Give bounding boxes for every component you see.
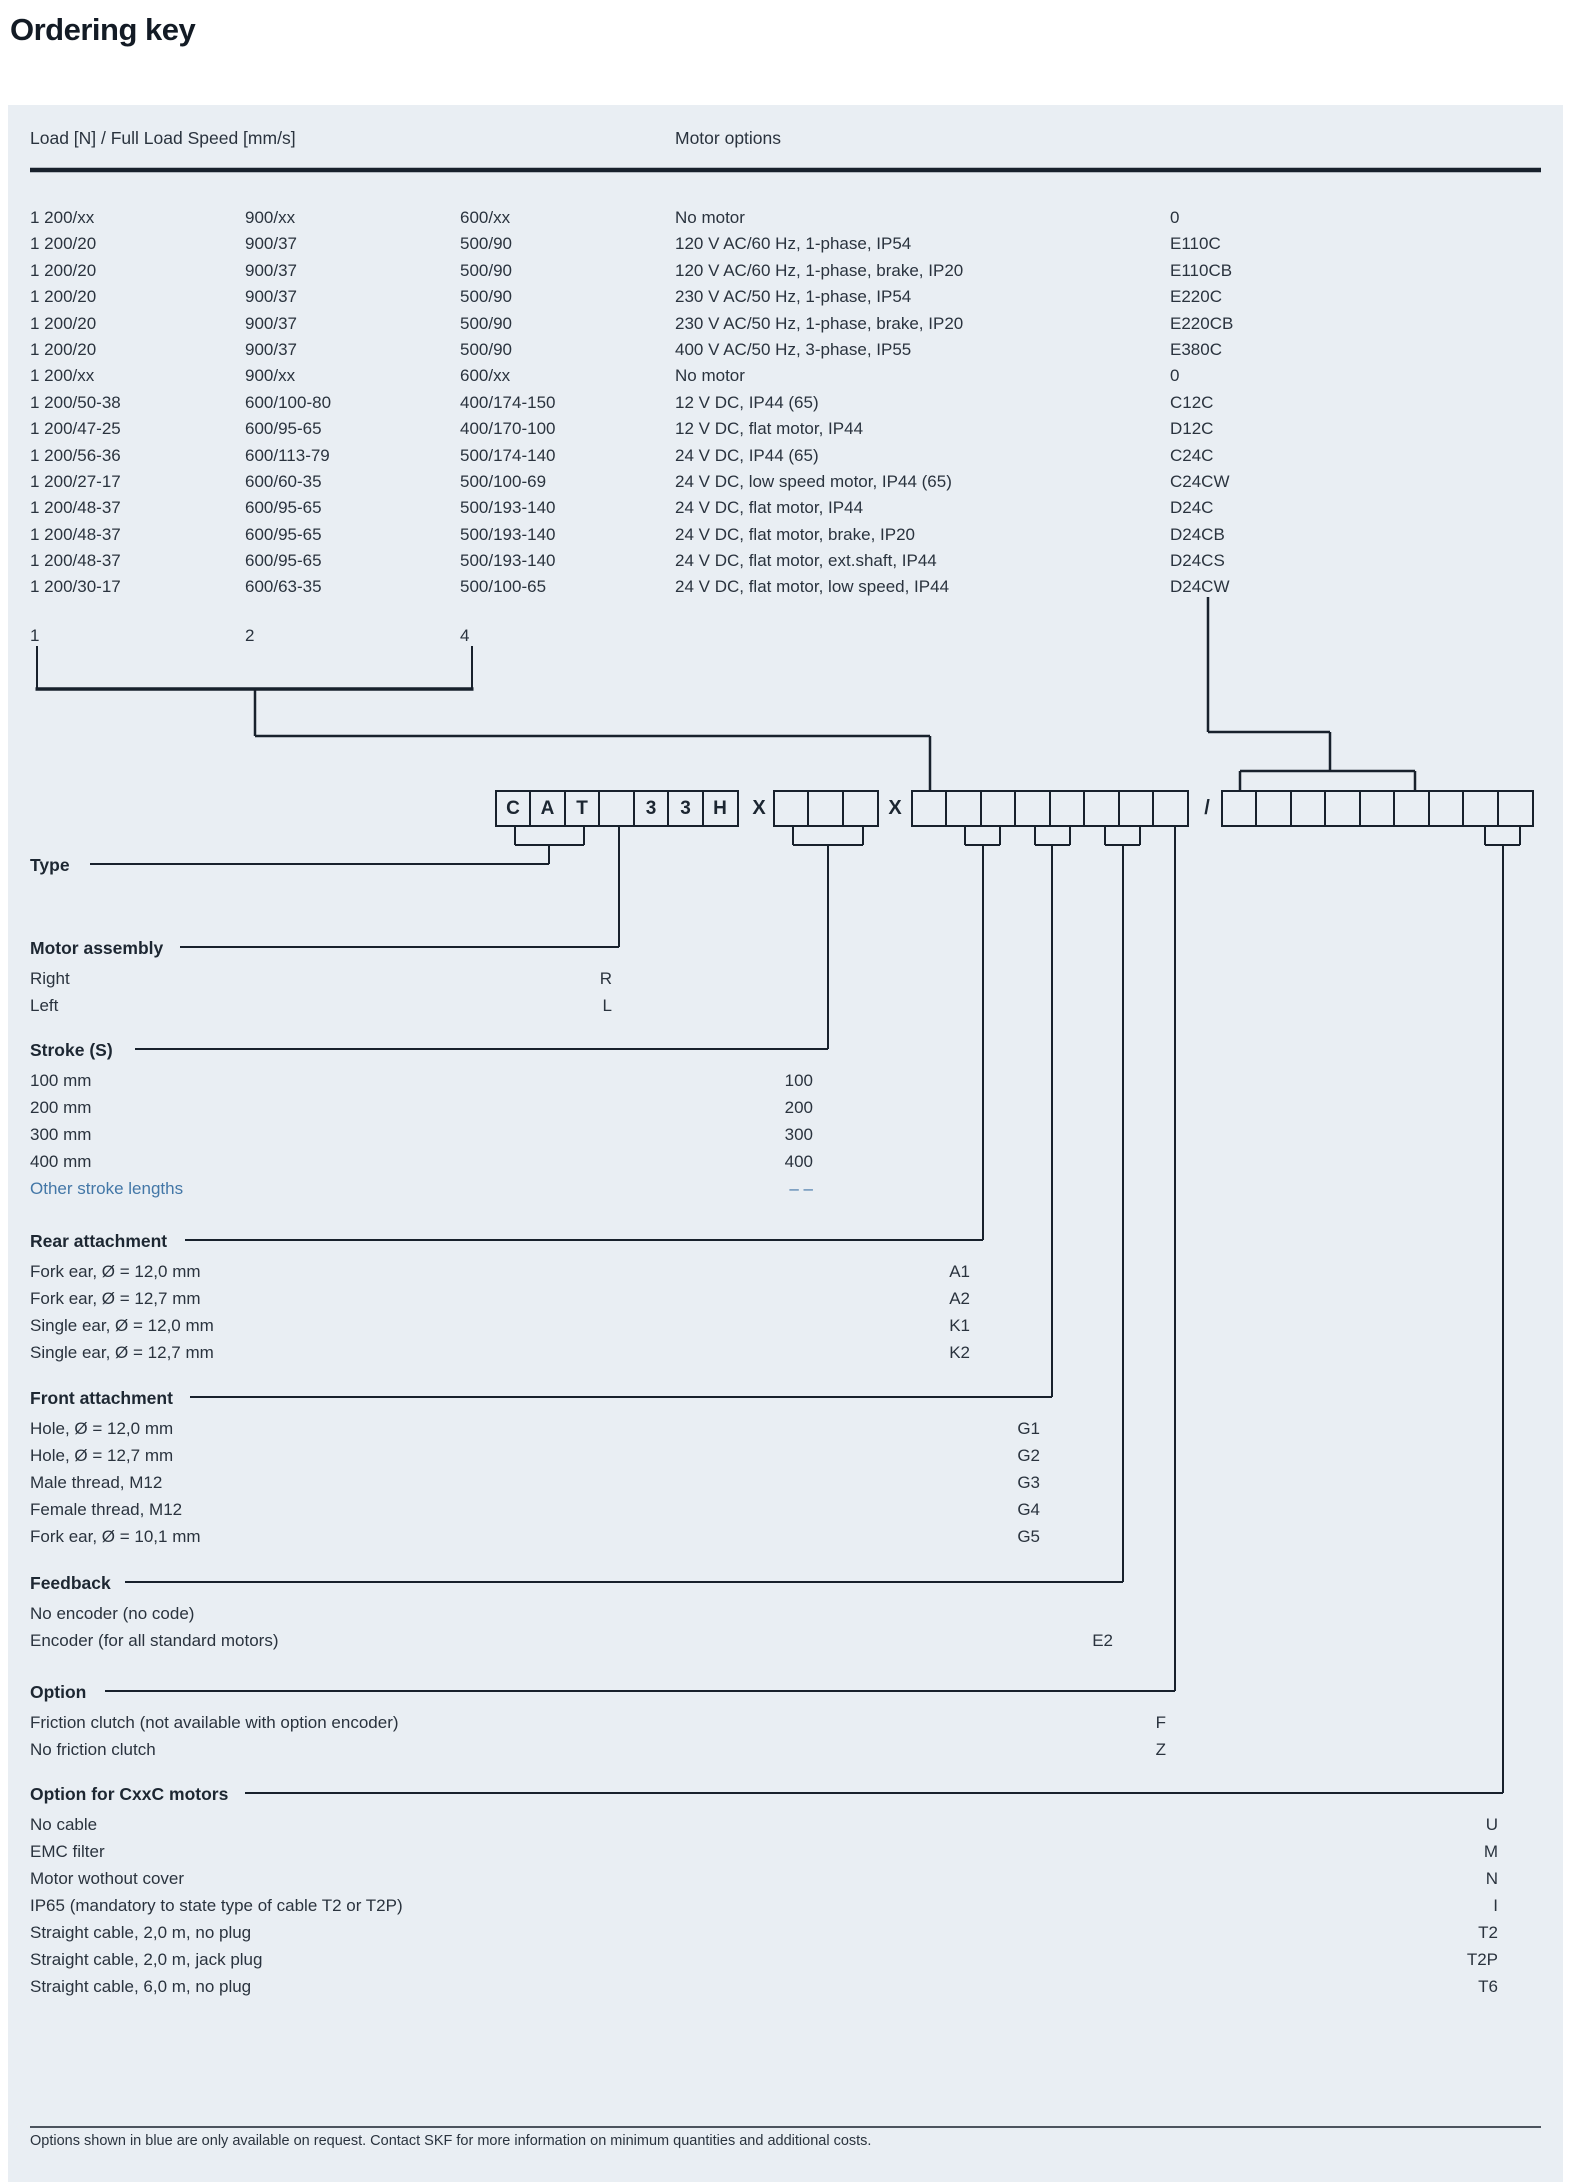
option-label: Fork ear, Ø = 10,1 mm	[30, 1527, 201, 1546]
load-col-3: 500/90	[460, 339, 512, 359]
load-col-2: 900/37	[245, 260, 297, 280]
motor-option-label: 24 V DC, IP44 (65)	[675, 445, 819, 465]
motor-option-code: E380C	[1170, 339, 1222, 359]
option-row	[30, 1094, 1545, 1121]
option-code: N	[1485, 1869, 1498, 1888]
load-col-2: 600/95-65	[245, 551, 322, 571]
section-front-attachment	[30, 1388, 1545, 1550]
motor-option-code: 0	[1170, 208, 1180, 227]
section-cxxc-options	[30, 1784, 1545, 2000]
option-code: E2	[1092, 1631, 1113, 1650]
motor-option-label: 400 V AC/50 Hz, 3-phase, IP55	[675, 339, 912, 359]
load-col-2: 900/37	[245, 234, 297, 254]
option-row	[30, 1919, 1545, 1946]
option-row	[30, 965, 1545, 992]
motor-options-header: Motor options	[675, 128, 782, 148]
feedback-options	[30, 1600, 1545, 1654]
option-code: 200	[784, 1098, 813, 1117]
option-code: F	[1155, 1713, 1166, 1732]
load-col-3: 500/193-140	[460, 498, 556, 518]
part-number-cell	[1221, 790, 1258, 827]
table-row	[30, 548, 1545, 574]
load-col-1: 1 200/20	[30, 287, 97, 307]
part-number-cell	[1255, 790, 1292, 827]
load-col-2: 900/37	[245, 287, 297, 307]
load-col-3: 500/193-140	[460, 551, 556, 571]
part-number-cell	[1118, 790, 1155, 827]
load-col-3: 500/100-69	[460, 471, 547, 491]
motor-option-label: 12 V DC, flat motor, IP44	[675, 419, 864, 439]
option-label: Fork ear, Ø = 12,0 mm	[30, 1262, 201, 1281]
load-speed-table	[30, 205, 1545, 601]
option-label: No encoder (no code)	[30, 1604, 195, 1623]
table-row	[30, 231, 1545, 257]
option-code: Z	[1155, 1740, 1166, 1759]
load-col-2: 600/95-65	[245, 498, 322, 518]
part-number-cell	[1497, 790, 1534, 827]
footer-note: Options shown in blue are only available on request. Contact SKF for more information on minimum quantities and additional costs.	[30, 2133, 872, 2149]
front-attachment-options	[30, 1415, 1545, 1550]
load-col-2: 600/100-80	[245, 392, 332, 412]
option-row	[30, 1258, 1545, 1285]
part-number-group-type	[497, 790, 739, 827]
rear-attachment-options	[30, 1258, 1545, 1366]
column-label-4: 4	[460, 626, 470, 645]
load-col-1: 1 200/30-17	[30, 577, 121, 597]
table-row	[30, 363, 1545, 389]
table-row	[30, 337, 1545, 363]
section-motor-assembly	[30, 938, 1545, 1019]
option-row	[30, 1600, 1545, 1627]
motor-option-code: D12C	[1170, 419, 1214, 439]
load-col-2: 600/60-35	[245, 471, 322, 491]
load-col-3: 600/xx	[460, 366, 511, 386]
option-label: IP65 (mandatory to state type of cable T2 or T2P)	[30, 1896, 403, 1915]
load-col-3: 400/174-150	[460, 392, 556, 412]
option-code: L	[602, 996, 612, 1015]
option-row	[30, 1442, 1545, 1469]
load-col-2: 600/113-79	[245, 445, 330, 465]
section-cxxc-heading: Option for CxxC motors	[30, 1784, 229, 1804]
load-col-1: 1 200/xx	[30, 208, 95, 227]
table-row	[30, 469, 1545, 495]
option-row	[30, 1312, 1545, 1339]
option-row	[30, 1415, 1545, 1442]
load-col-2: 900/37	[245, 313, 297, 333]
option-row	[30, 1285, 1545, 1312]
part-number-group-options	[913, 790, 1189, 827]
option-row	[30, 1973, 1545, 2000]
option-code: A1	[949, 1262, 970, 1281]
option-code: R	[599, 969, 612, 988]
option-row	[30, 1709, 1545, 1736]
part-number-group-stroke	[775, 790, 879, 827]
table-row	[30, 495, 1545, 521]
motor-option-code: 0	[1170, 366, 1180, 386]
option-code: G1	[1017, 1419, 1040, 1438]
column-label-1: 1	[30, 626, 40, 645]
part-number-cell: T	[564, 790, 601, 827]
load-col-1: 1 200/20	[30, 234, 97, 254]
table-row	[30, 205, 1545, 231]
part-number-cell	[1152, 790, 1189, 827]
part-number-cell	[1393, 790, 1430, 827]
table-row	[30, 443, 1545, 469]
option-label: 300 mm	[30, 1125, 92, 1144]
option-label: Male thread, M12	[30, 1473, 163, 1492]
option-label: No cable	[30, 1815, 98, 1834]
load-col-3: 500/90	[460, 287, 512, 307]
motor-option-label: 24 V DC, flat motor, ext.shaft, IP44	[675, 551, 937, 571]
motor-option-label: 230 V AC/50 Hz, 1-phase, IP54	[675, 287, 912, 307]
option-label: Single ear, Ø = 12,0 mm	[30, 1316, 214, 1335]
part-number-cell: 3	[667, 790, 704, 827]
section-option	[30, 1682, 1545, 1763]
option-code: T2	[1478, 1923, 1498, 1942]
option-code: G4	[1017, 1500, 1040, 1519]
section-feedback-heading: Feedback	[30, 1573, 111, 1593]
motor-option-label: No motor	[675, 208, 745, 227]
option-label: 100 mm	[30, 1071, 92, 1090]
option-label: Fork ear, Ø = 12,7 mm	[30, 1289, 201, 1308]
option-label: Motor wothout cover	[30, 1869, 185, 1888]
separator-slash: /	[1204, 797, 1210, 819]
option-row	[30, 1121, 1545, 1148]
section-feedback	[30, 1573, 1545, 1654]
option-row	[30, 992, 1545, 1019]
option-code: T6	[1478, 1977, 1498, 1996]
motor-option-label: 120 V AC/60 Hz, 1-phase, brake, IP20	[675, 260, 964, 280]
option-row	[30, 1627, 1545, 1654]
motor-option-code: C12C	[1170, 392, 1214, 412]
table-row	[30, 311, 1545, 337]
option-code: – –	[789, 1179, 813, 1198]
separator-x1: X	[752, 797, 766, 819]
load-col-3: 500/90	[460, 260, 512, 280]
motor-option-code: E110CB	[1170, 260, 1233, 280]
part-number-cell	[807, 790, 844, 827]
option-row	[30, 1811, 1545, 1838]
load-col-1: 1 200/20	[30, 260, 97, 280]
option-code: 300	[784, 1125, 813, 1144]
motor-option-code: E220CB	[1170, 313, 1234, 333]
load-col-3: 400/170-100	[460, 419, 556, 439]
cxxc-options	[30, 1811, 1545, 2000]
option-row	[30, 1469, 1545, 1496]
part-number-cell	[1359, 790, 1396, 827]
table-row	[30, 522, 1545, 548]
column-label-2: 2	[245, 626, 255, 645]
section-stroke-heading: Stroke (S)	[30, 1040, 113, 1060]
load-col-2: 600/95-65	[245, 419, 322, 439]
load-col-3: 500/90	[460, 313, 512, 333]
part-number-cell: 3	[633, 790, 670, 827]
section-type	[30, 855, 1545, 882]
load-col-3: 500/193-140	[460, 524, 556, 544]
motor-assembly-options	[30, 965, 1545, 1019]
option-code: 400	[784, 1152, 813, 1171]
option-label: Female thread, M12	[30, 1500, 183, 1519]
part-number-cell: A	[529, 790, 566, 827]
section-option-heading: Option	[30, 1682, 87, 1702]
load-col-1: 1 200/56-36	[30, 445, 121, 465]
option-label: Single ear, Ø = 12,7 mm	[30, 1343, 214, 1362]
motor-option-code: C24CW	[1170, 471, 1230, 491]
part-number-cell: C	[495, 790, 532, 827]
part-number-cell	[773, 790, 810, 827]
option-code: 100	[784, 1071, 813, 1090]
part-number-group-motor	[1223, 790, 1534, 827]
motor-option-label: 12 V DC, IP44 (65)	[675, 392, 819, 412]
motor-option-code: D24CS	[1170, 551, 1225, 571]
part-number-cell	[1083, 790, 1120, 827]
option-row	[30, 1496, 1545, 1523]
option-code: G3	[1017, 1473, 1040, 1492]
motor-option-label: No motor	[675, 366, 745, 386]
load-col-1: 1 200/50-38	[30, 392, 121, 412]
load-speed-header: Load [N] / Full Load Speed [mm/s]	[30, 128, 296, 148]
option-row	[30, 1067, 1545, 1094]
section-motor-assembly-heading: Motor assembly	[30, 938, 164, 958]
load-col-2: 900/xx	[245, 208, 296, 227]
load-col-2: 900/xx	[245, 366, 296, 386]
option-row	[30, 1523, 1545, 1550]
section-rear-attachment-heading: Rear attachment	[30, 1231, 168, 1251]
option-row	[30, 1946, 1545, 1973]
option-code: T2P	[1466, 1950, 1498, 1969]
part-number-cell	[842, 790, 879, 827]
load-col-3: 500/100-65	[460, 577, 547, 597]
motor-option-label: 120 V AC/60 Hz, 1-phase, IP54	[675, 234, 912, 254]
table-row	[30, 574, 1545, 600]
option-code: G2	[1017, 1446, 1040, 1465]
load-col-1: 1 200/48-37	[30, 524, 121, 544]
option-label: Straight cable, 2,0 m, no plug	[30, 1923, 252, 1942]
option-code: K2	[949, 1343, 970, 1362]
part-number-cell	[1014, 790, 1051, 827]
load-col-3: 500/90	[460, 234, 512, 254]
option-label: Encoder (for all standard motors)	[30, 1631, 279, 1650]
option-row	[30, 1736, 1545, 1763]
motor-option-label: 24 V DC, low speed motor, IP44 (65)	[675, 471, 952, 491]
load-col-1: 1 200/48-37	[30, 551, 121, 571]
load-col-1: 1 200/xx	[30, 366, 95, 386]
section-type-heading: Type	[30, 855, 70, 875]
option-code: A2	[949, 1289, 970, 1308]
part-number-cell	[598, 790, 635, 827]
motor-option-code: D24CB	[1170, 524, 1225, 544]
load-col-1: 1 200/48-37	[30, 498, 121, 518]
table-row	[30, 390, 1545, 416]
motor-option-label: 230 V AC/50 Hz, 1-phase, brake, IP20	[675, 313, 964, 333]
option-label: Hole, Ø = 12,7 mm	[30, 1446, 174, 1465]
section-front-attachment-heading: Front attachment	[30, 1388, 173, 1408]
load-col-2: 600/63-35	[245, 577, 322, 597]
option-code: I	[1493, 1896, 1498, 1915]
option-label: Other stroke lengths	[30, 1179, 184, 1198]
load-col-1: 1 200/47-25	[30, 419, 121, 439]
part-number-cell	[1462, 790, 1499, 827]
part-number-cell	[945, 790, 982, 827]
motor-option-label: 24 V DC, flat motor, low speed, IP44	[675, 577, 950, 597]
option-label: 400 mm	[30, 1152, 92, 1171]
load-col-2: 900/37	[245, 339, 297, 359]
load-col-1: 1 200/20	[30, 313, 97, 333]
motor-option-label: 24 V DC, flat motor, brake, IP20	[675, 524, 916, 544]
option-row	[30, 1892, 1545, 1919]
load-col-3: 600/xx	[460, 208, 511, 227]
table-row	[30, 258, 1545, 284]
option-code: U	[1485, 1815, 1498, 1834]
load-col-2: 600/95-65	[245, 524, 322, 544]
part-number-cell	[1049, 790, 1086, 827]
option-code: K1	[949, 1316, 970, 1335]
option-code: G5	[1017, 1527, 1040, 1546]
section-stroke	[30, 1040, 1545, 1202]
option-label: EMC filter	[30, 1842, 105, 1861]
option-label: Right	[30, 969, 70, 988]
option-label: No friction clutch	[30, 1740, 156, 1759]
option-row	[30, 1175, 1545, 1202]
motor-option-label: 24 V DC, flat motor, IP44	[675, 498, 864, 518]
part-number-cell	[1290, 790, 1327, 827]
option-options	[30, 1709, 1545, 1763]
option-label: 200 mm	[30, 1098, 92, 1117]
option-label: Straight cable, 2,0 m, jack plug	[30, 1950, 263, 1969]
load-col-1: 1 200/27-17	[30, 471, 121, 491]
option-row	[30, 1339, 1545, 1366]
option-label: Straight cable, 6,0 m, no plug	[30, 1977, 252, 1996]
option-row	[30, 1838, 1545, 1865]
option-code: M	[1483, 1842, 1498, 1861]
part-number-cell	[911, 790, 948, 827]
option-label: Left	[30, 996, 59, 1015]
table-row	[30, 284, 1545, 310]
option-row	[30, 1865, 1545, 1892]
load-col-3: 500/174-140	[460, 445, 556, 465]
option-label: Friction clutch (not available with option encoder)	[30, 1713, 399, 1732]
motor-option-code: E110C	[1170, 234, 1221, 254]
motor-option-code: D24CW	[1170, 577, 1230, 597]
motor-option-code: D24C	[1170, 498, 1214, 518]
part-number-cell	[1428, 790, 1465, 827]
section-rear-attachment	[30, 1231, 1545, 1366]
motor-option-code: C24C	[1170, 445, 1214, 465]
stroke-options	[30, 1067, 1545, 1202]
load-col-1: 1 200/20	[30, 339, 97, 359]
part-number-cell	[1324, 790, 1361, 827]
motor-option-code: E220C	[1170, 287, 1222, 307]
separator-x2: X	[888, 797, 902, 819]
option-row	[30, 1148, 1545, 1175]
page-title: Ordering key	[10, 12, 196, 47]
part-number-cell: H	[702, 790, 739, 827]
option-label: Hole, Ø = 12,0 mm	[30, 1419, 174, 1438]
part-number-cell	[980, 790, 1017, 827]
table-row	[30, 416, 1545, 442]
